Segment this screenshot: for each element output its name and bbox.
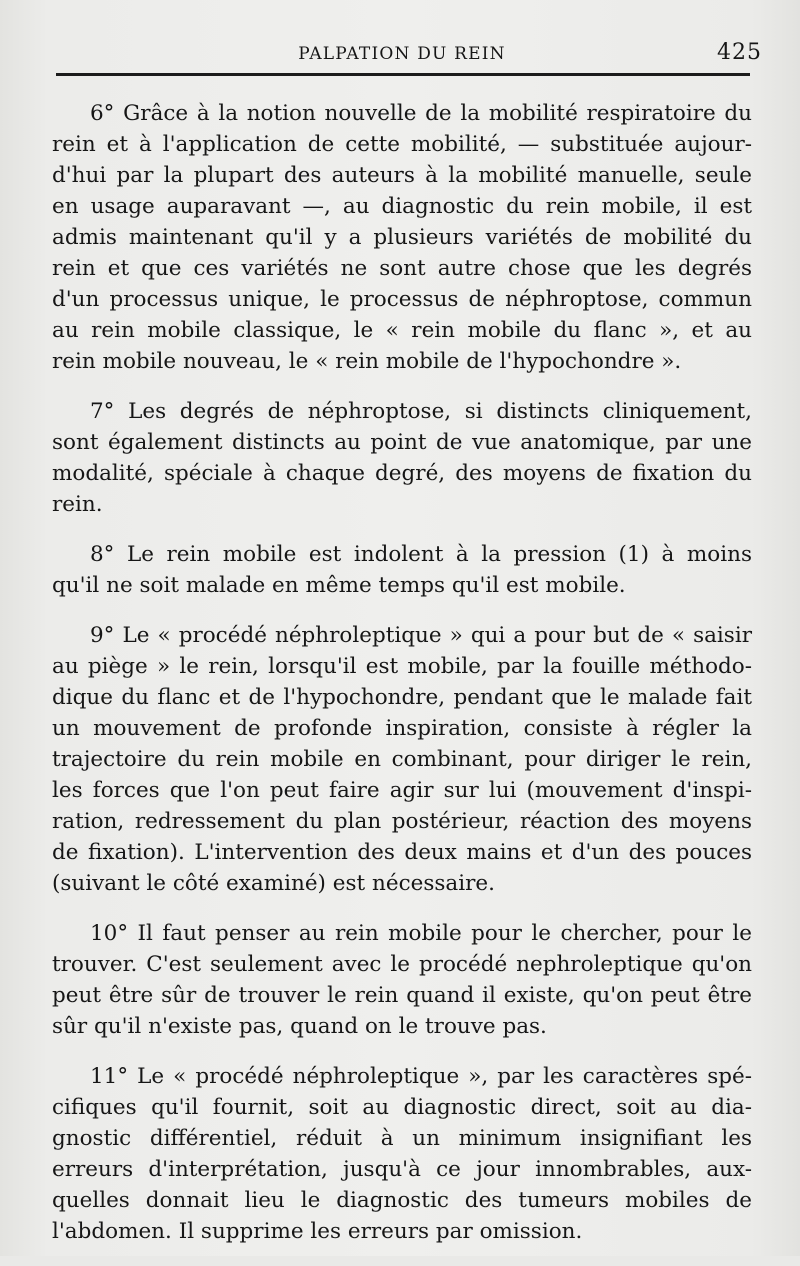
page-number: 425 bbox=[717, 40, 762, 65]
header-rule bbox=[56, 73, 750, 76]
paragraph bbox=[52, 918, 752, 1042]
text-line: (suivant le côté examiné) est nécessaire. bbox=[52, 871, 495, 896]
text-line: rein. bbox=[52, 492, 103, 517]
text-line: un mouvement de profonde inspiration, consiste à régler la bbox=[52, 716, 752, 741]
text-line: 7° Les degrés de néphroptose, si distincts cliniquement, bbox=[90, 399, 752, 424]
text-line: rein et à l'application de cette mobilité, — substituée aujour- bbox=[52, 132, 752, 157]
text-line: sont également distincts au point de vue anatomique, par une bbox=[52, 430, 752, 455]
paragraph bbox=[52, 539, 752, 601]
text-line: quelles donnait lieu le diagnostic des tumeurs mobiles de bbox=[52, 1188, 752, 1213]
text-line: modalité, spéciale à chaque degré, des moyens de fixation du bbox=[52, 461, 752, 486]
text-line: dique du flanc et de l'hypochondre, pendant que le malade fait bbox=[52, 685, 752, 710]
text-line: trouver. C'est seulement avec le procédé nephroleptique qu'on bbox=[52, 952, 752, 977]
text-line: au piège » le rein, lorsqu'il est mobile, par la fouille méthodo- bbox=[52, 654, 752, 679]
text-line: 10° Il faut penser au rein mobile pour le chercher, pour le bbox=[90, 921, 752, 946]
text-line: en usage auparavant —, au diagnostic du rein mobile, il est bbox=[52, 194, 752, 219]
text-line: 8° Le rein mobile est indolent à la pression (1) à moins bbox=[90, 542, 752, 567]
text-line: d'hui par la plupart des auteurs à la mobilité manuelle, seule bbox=[52, 163, 752, 188]
text-line: qu'il ne soit malade en même temps qu'il est mobile. bbox=[52, 573, 626, 598]
text-line: l'abdomen. Il supprime les erreurs par omission. bbox=[52, 1219, 583, 1244]
text-line: sûr qu'il n'existe pas, quand on le trouve pas. bbox=[52, 1014, 547, 1039]
paragraph bbox=[52, 1061, 752, 1247]
text-line: les forces que l'on peut faire agir sur lui (mouvement d'inspi- bbox=[52, 778, 752, 803]
text-line: rein et que ces variétés ne sont autre chose que les degrés bbox=[52, 256, 752, 281]
text-line: rein mobile nouveau, le « rein mobile de l'hypochondre ». bbox=[52, 349, 682, 374]
text-line: gnostic différentiel, réduit à un minimum insignifiant les bbox=[52, 1126, 752, 1151]
paragraph bbox=[52, 620, 752, 899]
text-line: 6° Grâce à la notion nouvelle de la mobilité respiratoire du bbox=[90, 101, 752, 126]
text-line: admis maintenant qu'il y a plusieurs variétés de mobilité du bbox=[52, 225, 752, 250]
running-head bbox=[56, 40, 762, 70]
text-line: au rein mobile classique, le « rein mobile du flanc », et au bbox=[52, 318, 752, 343]
text-line: de fixation). L'intervention des deux mains et d'un des pouces bbox=[52, 840, 752, 865]
text-line: 9° Le « procédé néphroleptique » qui a pour but de « saisir bbox=[90, 623, 752, 648]
paragraph bbox=[52, 98, 752, 377]
text-line: cifiques qu'il fournit, soit au diagnostic direct, soit au dia- bbox=[52, 1095, 752, 1120]
text-line: erreurs d'interprétation, jusqu'à ce jour innombrables, aux- bbox=[52, 1157, 752, 1182]
body-text bbox=[52, 98, 752, 1266]
running-title: PALPATION DU REIN bbox=[298, 44, 506, 64]
paragraph bbox=[52, 396, 752, 520]
text-line: ration, redressement du plan postérieur, réaction des moyens bbox=[52, 809, 752, 834]
text-line: trajectoire du rein mobile en combinant, pour diriger le rein, bbox=[52, 747, 752, 772]
text-line: peut être sûr de trouver le rein quand il existe, qu'on peut être bbox=[52, 983, 752, 1008]
text-line: 11° Le « procédé néphroleptique », par les caractères spé- bbox=[90, 1064, 752, 1089]
text-line: d'un processus unique, le processus de néphroptose, commun bbox=[52, 287, 752, 312]
